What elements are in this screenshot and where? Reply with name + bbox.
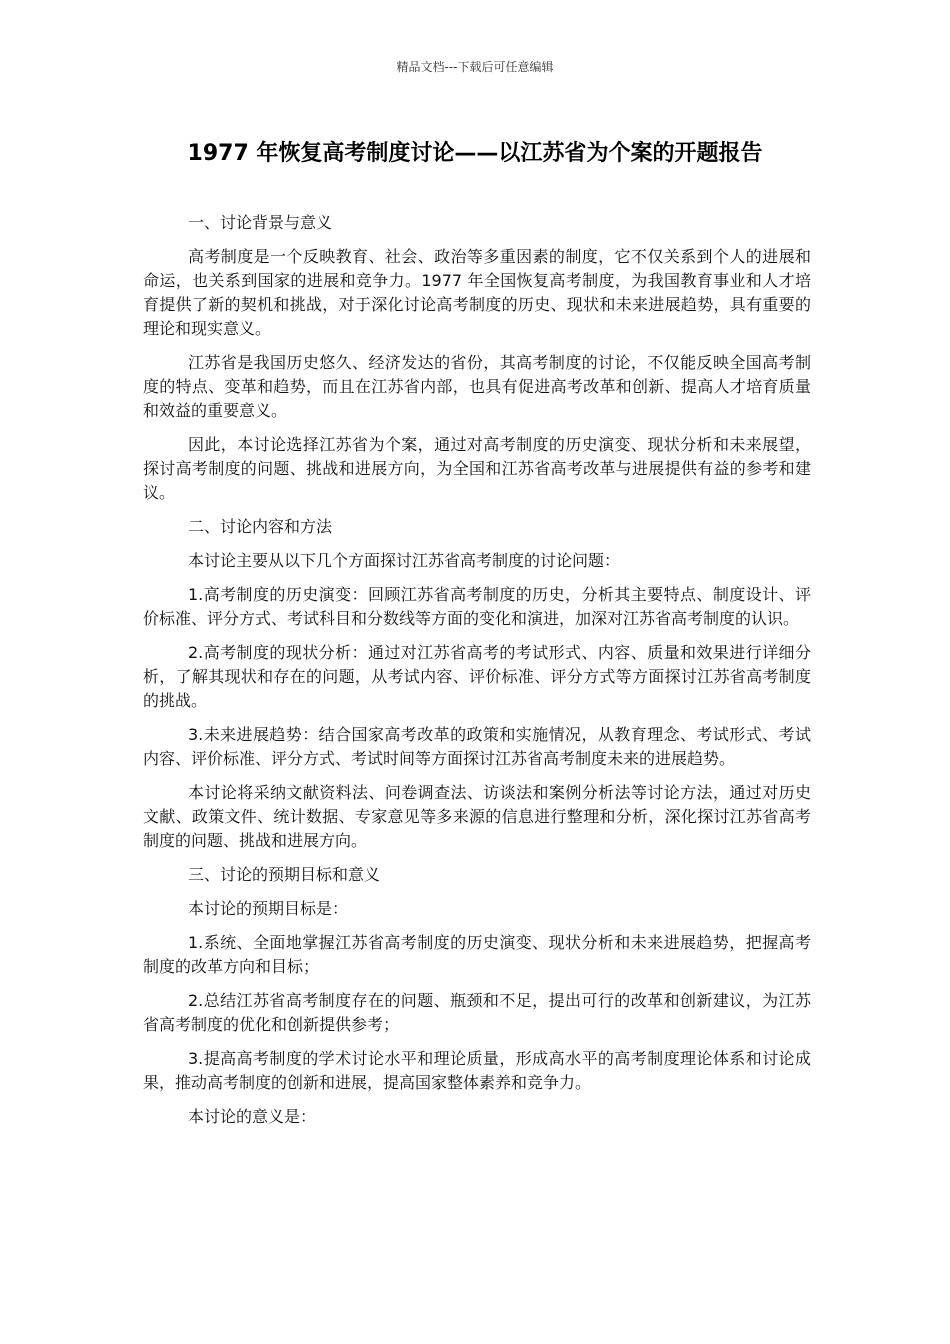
list-item: 2.总结江苏省高考制度存在的问题、瓶颈和不足，提出可行的改革和创新建议，为江苏省高考制度的优化和创新提供参考； — [143, 991, 811, 1034]
list-item: 1.高考制度的历史演变：回顾江苏省高考制度的历史，分析其主要特点、制度设计、评价标准、评分方式、考试科目和分数线等方面的变化和演进，加深对江苏省高考制度的认识。 — [143, 585, 811, 628]
list-item: 2.高考制度的现状分析：通过对江苏省高考的考试形式、内容、质量和效果进行详细分析，了解其现状和存在的问题，从考试内容、评价标准、评分方式等方面探讨江苏省高考制度的挑战。 — [143, 643, 811, 710]
section-heading-goals: 三、讨论的预期目标和意义 — [188, 865, 381, 884]
paragraph: 本讨论将采纳文献资料法、问卷调查法、访谈法和案例分析法等讨论方法，通过对历史文献、政策文件、统计数据、专家意见等多来源的信息进行整理和分析，深化探讨江苏省高考制度的问题、挑战和进展方向。 — [143, 783, 811, 850]
section-heading-background: 一、讨论背景与意义 — [188, 213, 333, 232]
section-heading-content-methods: 二、讨论内容和方法 — [188, 517, 333, 536]
document-body — [143, 211, 811, 1139]
paragraph: 高考制度是一个反映教育、社会、政治等多重因素的制度，它不仅关系到个人的进展和命运，也关系到国家的进展和竞争力。1977 年全国恢复高考制度，为我国教育事业和人才培育提供了新的契机和挑战，对于深化讨论高考制度的历史、现状和未来进展趋势，具有重要的理论和现实意义。 — [143, 247, 811, 338]
paragraph: 本讨论主要从以下几个方面探讨江苏省高考制度的讨论问题： — [188, 551, 621, 570]
paragraph: 本讨论的意义是： — [188, 1107, 317, 1126]
list-item: 3.未来进展趋势：结合国家高考改革的政策和实施情况，从教育理念、考试形式、考试内容、评价标准、评分方式、考试时间等方面探讨江苏省高考制度未来的进展趋势。 — [143, 725, 811, 768]
header-note: 精品文档---下载后可任意编辑 — [396, 60, 554, 74]
paragraph: 本讨论的预期目标是： — [188, 899, 349, 918]
list-item: 1.系统、全面地掌握江苏省高考制度的历史演变、现状分析和未来进展趋势，把握高考制度的改革方向和目标； — [143, 933, 811, 976]
paragraph: 江苏省是我国历史悠久、经济发达的省份，其高考制度的讨论，不仅能反映全国高考制度的特点、变革和趋势，而且在江苏省内部，也具有促进高考改革和创新、提高人才培育质量和效益的重要意义。 — [143, 353, 811, 420]
paragraph: 因此，本讨论选择江苏省为个案，通过对高考制度的历史演变、现状分析和未来展望，探讨高考制度的问题、挑战和进展方向，为全国和江苏省高考改革与进展提供有益的参考和建议。 — [143, 435, 811, 502]
list-item: 3.提高高考制度的学术讨论水平和理论质量，形成高水平的高考制度理论体系和讨论成果，推动高考制度的创新和进展，提高国家整体素养和竞争力。 — [143, 1049, 811, 1092]
document-title: 1977 年恢复高考制度讨论——以江苏省为个案的开题报告 — [187, 141, 763, 166]
